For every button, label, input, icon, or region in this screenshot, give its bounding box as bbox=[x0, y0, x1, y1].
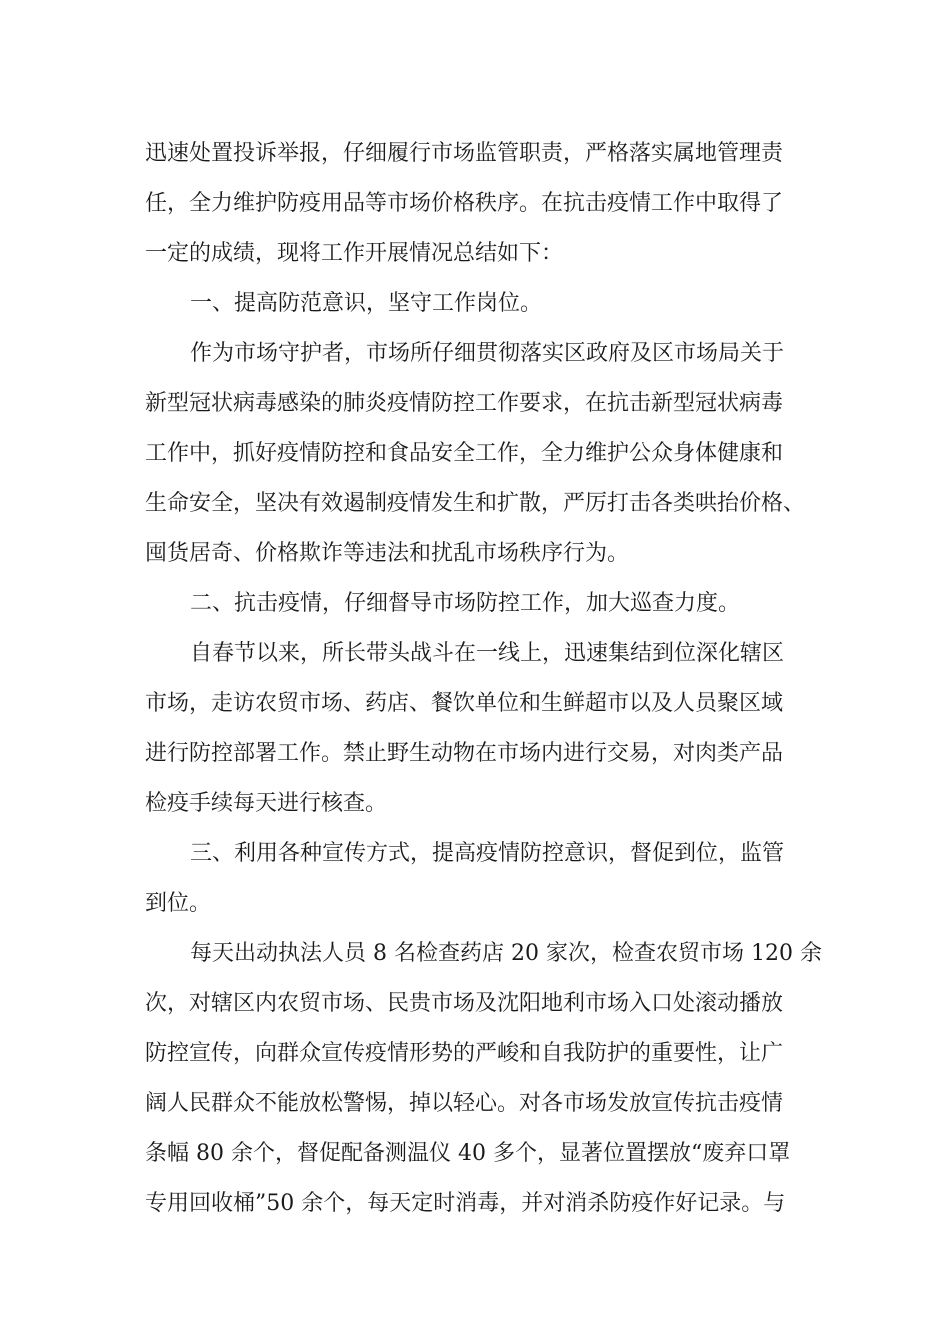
text-line bbox=[0, 784, 950, 824]
text-line bbox=[0, 884, 950, 924]
text-line bbox=[0, 984, 950, 1024]
text-line-content: 自春节以来，所长带头战斗在一线上，迅速集结到位深化辖区 bbox=[190, 641, 785, 666]
text-line bbox=[0, 384, 950, 424]
text-line bbox=[0, 734, 950, 774]
text-line-content: 作为市场守护者，市场所仔细贯彻落实区政府及区市场局关于 bbox=[190, 341, 785, 366]
text-line bbox=[0, 1184, 950, 1224]
text-line bbox=[0, 434, 950, 474]
text-line-content: 防控宣传，向群众宣传疫情形势的严峻和自我防护的重要性，让广 bbox=[145, 1041, 784, 1066]
text-line bbox=[0, 184, 950, 224]
section-heading bbox=[0, 284, 950, 324]
text-line bbox=[0, 634, 950, 674]
section-heading bbox=[0, 584, 950, 624]
text-line bbox=[0, 684, 950, 724]
text-line bbox=[0, 484, 950, 524]
text-line-content: 阔人民群众不能放松警惕，掉以轻心。对各市场发放宣传抗击疫情 bbox=[145, 1091, 784, 1116]
text-line bbox=[0, 1034, 950, 1074]
text-line-content: 到位。 bbox=[145, 891, 212, 916]
text-line-content: 每天出动执法人员 8 名检查药店 20 家次，检查农贸市场 120 余 bbox=[190, 941, 822, 966]
text-line-content: 新型冠状病毒感染的肺炎疫情防控工作要求，在抗击新型冠状病毒 bbox=[145, 391, 784, 416]
section-heading bbox=[0, 834, 950, 874]
text-line-content: 一、提高防范意识，坚守工作岗位。 bbox=[190, 291, 543, 316]
text-line bbox=[0, 1134, 950, 1174]
text-line-content: 迅速处置投诉举报，仔细履行市场监管职责，严格落实属地管理责 bbox=[145, 141, 784, 166]
text-line-content: 一定的成绩，现将工作开展情况总结如下： bbox=[145, 241, 564, 266]
text-line bbox=[0, 934, 950, 974]
text-line bbox=[0, 234, 950, 274]
text-line-content: 条幅 80 余个，督促配备测温仪 40 多个，显著位置摆放“废弃口罩 bbox=[145, 1141, 791, 1166]
text-line-content: 次，对辖区内农贸市场、民贵市场及沈阳地利市场入口处滚动播放 bbox=[145, 991, 784, 1016]
text-line bbox=[0, 334, 950, 374]
text-line-content: 三、利用各种宣传方式，提高疫情防控意识，督促到位，监管 bbox=[190, 841, 785, 866]
text-line-content: 检疫手续每天进行核查。 bbox=[145, 791, 388, 816]
text-line-content: 任，全力维护防疫用品等市场价格秩序。在抗击疫情工作中取得了 bbox=[145, 191, 784, 216]
text-line-content: 市场，走访农贸市场、药店、餐饮单位和生鲜超市以及人员聚区域 bbox=[145, 691, 784, 716]
text-line bbox=[0, 1084, 950, 1124]
text-line-content: 工作中，抓好疫情防控和食品安全工作，全力维护公众身体健康和 bbox=[145, 441, 784, 466]
text-line bbox=[0, 134, 950, 174]
text-line-content: 生命安全，坚决有效遏制疫情发生和扩散，严厉打击各类哄抬价格、 bbox=[145, 491, 806, 516]
text-line-content: 进行防控部署工作。禁止野生动物在市场内进行交易，对肉类产品 bbox=[145, 741, 784, 766]
text-line bbox=[0, 534, 950, 574]
text-line-content: 囤货居奇、价格欺诈等违法和扰乱市场秩序行为。 bbox=[145, 541, 630, 566]
text-line-content: 专用回收桶”50 余个，每天定时消毒，并对消杀防疫作好记录。与 bbox=[145, 1191, 786, 1216]
text-line-content: 二、抗击疫情，仔细督导市场防控工作，加大巡查力度。 bbox=[190, 591, 741, 616]
